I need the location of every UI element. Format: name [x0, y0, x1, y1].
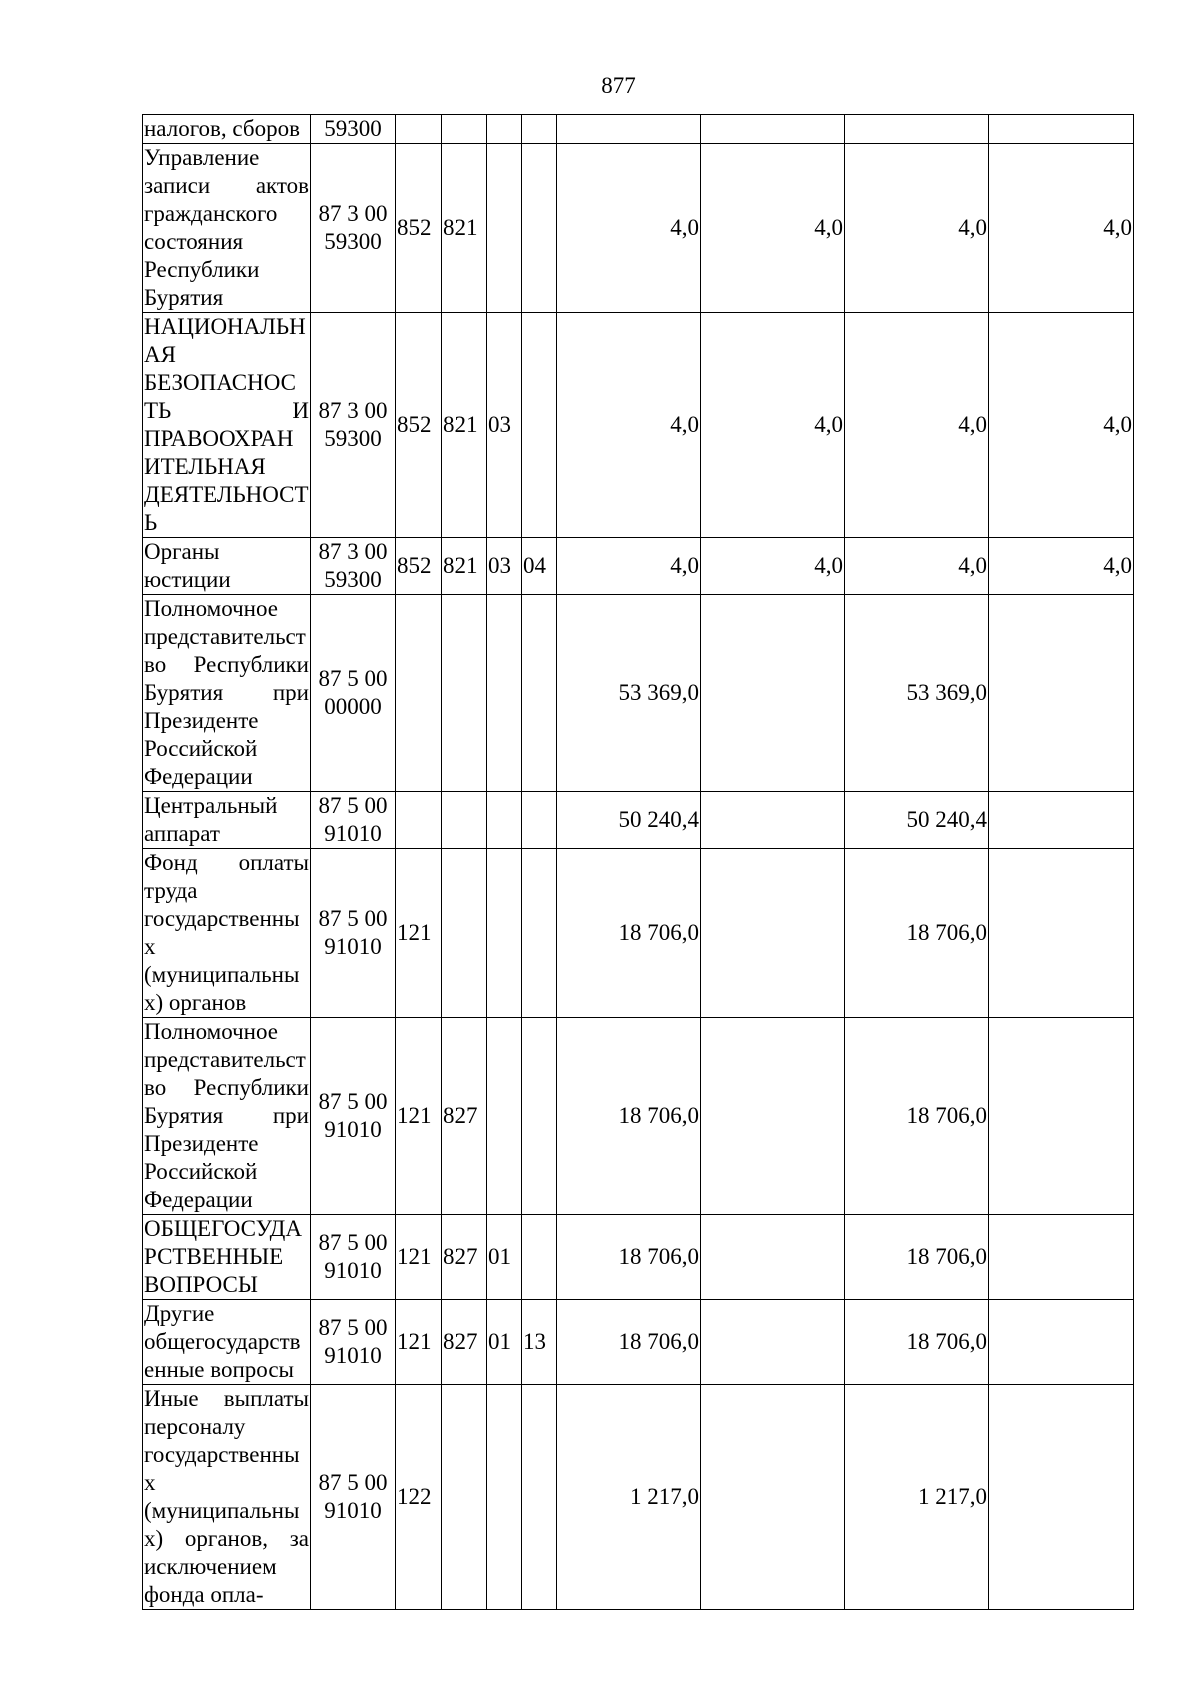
rz-cell: 03 — [487, 313, 522, 538]
item-name-cell: НАЦИОНАЛЬНАЯ БЕЗОПАСНОСТЬ И ПРАВООХРАНИТЕЛЬНАЯ ДЕЯТЕЛЬНОСТЬ — [143, 313, 311, 538]
target-code-cell — [311, 1300, 396, 1385]
sum-1-cell: 18 706,0 — [557, 1215, 701, 1300]
target-code-line: 87 5 00 — [318, 1230, 388, 1255]
rz-cell — [487, 1018, 522, 1215]
item-name-cell: налогов, сборов — [143, 115, 311, 144]
target-code-cell — [311, 1385, 396, 1610]
sum-4-cell — [989, 1300, 1134, 1385]
table-row — [143, 792, 1134, 849]
target-code-cell — [311, 115, 396, 144]
sum-4-cell — [989, 1215, 1134, 1300]
target-code-cell — [311, 313, 396, 538]
rz-cell — [487, 595, 522, 792]
grbs-cell — [442, 115, 487, 144]
rz-cell — [487, 792, 522, 849]
sum-1-cell: 4,0 — [557, 538, 701, 595]
target-code-line: 87 5 00 — [318, 666, 388, 691]
pr-cell — [522, 792, 557, 849]
grbs-cell: 821 — [442, 538, 487, 595]
target-code-line: 59300 — [324, 116, 382, 141]
vr-cell: 121 — [396, 849, 442, 1018]
rz-cell — [487, 849, 522, 1018]
sum-4-cell — [989, 1018, 1134, 1215]
pr-cell: 04 — [522, 538, 557, 595]
target-code-line: 59300 — [324, 567, 382, 592]
sum-3-cell: 53 369,0 — [845, 595, 989, 792]
sum-3-cell: 18 706,0 — [845, 849, 989, 1018]
vr-cell: 122 — [396, 1385, 442, 1610]
grbs-cell: 827 — [442, 1018, 487, 1215]
table-row — [143, 115, 1134, 144]
sum-3-cell: 50 240,4 — [845, 792, 989, 849]
sum-1-cell: 1 217,0 — [557, 1385, 701, 1610]
sum-1-cell: 50 240,4 — [557, 792, 701, 849]
sum-4-cell: 4,0 — [989, 538, 1134, 595]
target-code-line: 87 5 00 — [318, 793, 388, 818]
pr-cell — [522, 144, 557, 313]
sum-2-cell: 4,0 — [701, 538, 845, 595]
sum-4-cell — [989, 792, 1134, 849]
sum-1-cell — [557, 115, 701, 144]
table-row — [143, 595, 1134, 792]
sum-3-cell: 4,0 — [845, 313, 989, 538]
page-number: 877 — [601, 73, 636, 98]
pr-cell — [522, 1385, 557, 1610]
pr-cell — [522, 595, 557, 792]
vr-cell: 121 — [396, 1215, 442, 1300]
sum-3-cell: 18 706,0 — [845, 1300, 989, 1385]
target-code-line: 87 5 00 — [318, 906, 388, 931]
sum-2-cell — [701, 1215, 845, 1300]
vr-cell: 852 — [396, 538, 442, 595]
vr-cell: 121 — [396, 1018, 442, 1215]
sum-4-cell: 4,0 — [989, 313, 1134, 538]
sum-2-cell — [701, 595, 845, 792]
target-code-line: 59300 — [324, 229, 382, 254]
sum-2-cell — [701, 1385, 845, 1610]
pr-cell — [522, 115, 557, 144]
target-code-cell — [311, 144, 396, 313]
sum-3-cell: 1 217,0 — [845, 1385, 989, 1610]
vr-cell — [396, 595, 442, 792]
sum-2-cell — [701, 849, 845, 1018]
sum-2-cell — [701, 792, 845, 849]
pr-cell — [522, 849, 557, 1018]
target-code-cell — [311, 595, 396, 792]
sum-2-cell — [701, 115, 845, 144]
grbs-cell: 821 — [442, 144, 487, 313]
sum-2-cell: 4,0 — [701, 144, 845, 313]
grbs-cell — [442, 595, 487, 792]
target-code-line: 91010 — [324, 1343, 382, 1368]
sum-1-cell: 53 369,0 — [557, 595, 701, 792]
budget-table — [142, 114, 1134, 1610]
target-code-line: 87 3 00 — [318, 201, 388, 226]
target-code-line: 91010 — [324, 1498, 382, 1523]
vr-cell: 852 — [396, 313, 442, 538]
table-row — [143, 144, 1134, 313]
item-name-cell: Другие общегосударственные вопросы — [143, 1300, 311, 1385]
rz-cell: 01 — [487, 1215, 522, 1300]
target-code-cell — [311, 849, 396, 1018]
pr-cell — [522, 1215, 557, 1300]
target-code-line: 87 5 00 — [318, 1470, 388, 1495]
vr-cell — [396, 115, 442, 144]
sum-4-cell — [989, 595, 1134, 792]
sum-3-cell — [845, 115, 989, 144]
grbs-cell — [442, 1385, 487, 1610]
sum-4-cell — [989, 115, 1134, 144]
item-name-cell: Управление записи актов гражданского состояния Республики Бурятия — [143, 144, 311, 313]
item-name-cell: Полномочное представительство Республики Бурятия при Президенте Российской Федерации — [143, 1018, 311, 1215]
rz-cell: 01 — [487, 1300, 522, 1385]
grbs-cell — [442, 849, 487, 1018]
sum-3-cell: 4,0 — [845, 538, 989, 595]
sum-1-cell: 18 706,0 — [557, 1018, 701, 1215]
target-code-line: 91010 — [324, 821, 382, 846]
table-row — [143, 1215, 1134, 1300]
sum-2-cell — [701, 1300, 845, 1385]
sum-2-cell — [701, 1018, 845, 1215]
rz-cell — [487, 1385, 522, 1610]
target-code-line: 87 3 00 — [318, 398, 388, 423]
sum-3-cell: 4,0 — [845, 144, 989, 313]
table-row — [143, 1300, 1134, 1385]
target-code-line: 91010 — [324, 934, 382, 959]
pr-cell — [522, 1018, 557, 1215]
sum-3-cell: 18 706,0 — [845, 1018, 989, 1215]
grbs-cell — [442, 792, 487, 849]
item-name-cell: ОБЩЕГОСУДАРСТВЕННЫЕ ВОПРОСЫ — [143, 1215, 311, 1300]
item-name-cell: Фонд оплаты труда государственных (муниципальных) органов — [143, 849, 311, 1018]
sum-1-cell: 4,0 — [557, 313, 701, 538]
table-row — [143, 1385, 1134, 1610]
grbs-cell: 827 — [442, 1215, 487, 1300]
rz-cell — [487, 144, 522, 313]
target-code-cell — [311, 1215, 396, 1300]
table-row — [143, 1018, 1134, 1215]
rz-cell: 03 — [487, 538, 522, 595]
target-code-cell — [311, 538, 396, 595]
sum-2-cell: 4,0 — [701, 313, 845, 538]
rz-cell — [487, 115, 522, 144]
sum-1-cell: 18 706,0 — [557, 1300, 701, 1385]
pr-cell — [522, 313, 557, 538]
item-name-cell: Органы юстиции — [143, 538, 311, 595]
target-code-line: 87 3 00 — [318, 539, 388, 564]
target-code-cell — [311, 792, 396, 849]
table-row — [143, 538, 1134, 595]
vr-cell: 121 — [396, 1300, 442, 1385]
table-row — [143, 313, 1134, 538]
target-code-line: 87 5 00 — [318, 1089, 388, 1114]
sum-1-cell: 4,0 — [557, 144, 701, 313]
sum-3-cell: 18 706,0 — [845, 1215, 989, 1300]
sum-4-cell — [989, 849, 1134, 1018]
item-name-cell: Полномочное представительство Республики Бурятия при Президенте Российской Федерации — [143, 595, 311, 792]
sum-4-cell — [989, 1385, 1134, 1610]
vr-cell: 852 — [396, 144, 442, 313]
target-code-line: 59300 — [324, 426, 382, 451]
item-name-cell: Иные выплаты персоналу государственных (муниципальных) органов, за исключением фонда опла- — [143, 1385, 311, 1610]
grbs-cell: 821 — [442, 313, 487, 538]
target-code-line: 91010 — [324, 1258, 382, 1283]
sum-1-cell: 18 706,0 — [557, 849, 701, 1018]
table-body — [143, 115, 1134, 1610]
table-row — [143, 849, 1134, 1018]
item-name-cell: Центральный аппарат — [143, 792, 311, 849]
target-code-line: 87 5 00 — [318, 1315, 388, 1340]
target-code-line: 91010 — [324, 1117, 382, 1142]
target-code-line: 00000 — [324, 694, 382, 719]
target-code-cell — [311, 1018, 396, 1215]
vr-cell — [396, 792, 442, 849]
grbs-cell: 827 — [442, 1300, 487, 1385]
sum-4-cell: 4,0 — [989, 144, 1134, 313]
pr-cell: 13 — [522, 1300, 557, 1385]
